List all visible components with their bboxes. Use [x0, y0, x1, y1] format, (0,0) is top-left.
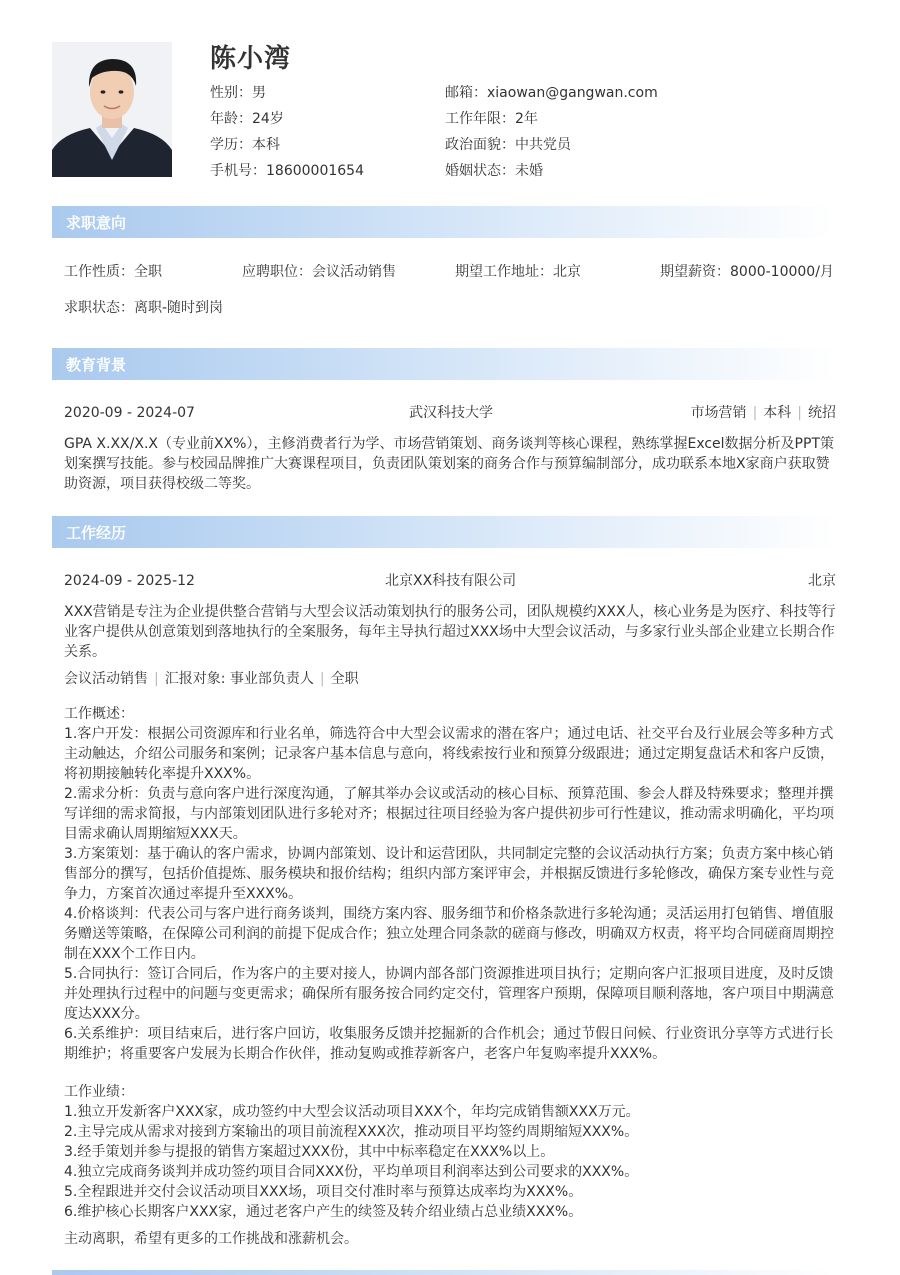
education-description-text: GPA X.XX/X.X（专业前XX%），主修消费者行为学、市场营销策划、商务谈判等核心课程，熟练掌握Excel数据分析及PPT策划案撰写技能。参与校园品牌推广大赛课程项目，负责团队策划案的商务合作与预算编制部分，成功联系本地X家商户获取赞助资源，项目获得校级二等奖。: [64, 436, 834, 492]
avatar: [52, 42, 172, 177]
intent-type-label: 工作性质：: [64, 264, 134, 280]
gender-label: 性别：: [210, 85, 252, 101]
intent-status-label: 求职状态：: [64, 300, 134, 316]
phone-row: [210, 161, 364, 181]
intent-position: [242, 262, 396, 282]
phone-label: 手机号：: [210, 163, 266, 179]
intent-position-label: 应聘职位：: [242, 264, 312, 280]
work-achievement-item: 2.主导完成从需求对接到方案输出的项目前流程XXX次，推动项目平均签约周期缩短XXX%。: [64, 1124, 639, 1140]
work-company-intro: [64, 602, 836, 662]
intent-status: [64, 298, 223, 318]
work-overview-title: 工作概述：: [64, 706, 134, 722]
intent-salary-label: 期望薪资：: [660, 264, 730, 280]
education-degree: 本科: [763, 405, 792, 421]
education-row: [210, 135, 280, 155]
work-years-row: [445, 109, 538, 129]
work-years-value: 2年: [515, 111, 538, 127]
work-company: 北京XX科技有限公司: [385, 573, 517, 589]
education-description: [64, 434, 836, 494]
work-achievement-item: 6.维护核心长期客户XXX家，通过老客户产生的续签及转介绍业绩占总业绩XXX%。: [64, 1204, 583, 1220]
intent-city: [455, 262, 581, 282]
work-years-label: 工作年限：: [445, 111, 515, 127]
email-label: 邮箱：: [445, 85, 487, 101]
section-title: 工作经历: [66, 524, 127, 542]
section-title: 教育背景: [66, 356, 127, 374]
intent-salary-value: 8000-10000/月: [730, 264, 834, 280]
politics-row: [445, 135, 571, 155]
work-role: 会议活动销售: [64, 671, 148, 687]
work-achievement-item: 1.独立开发新客户XXX家，成功签约中大型会议活动项目XXX个，年均完成销售额XXX万元。: [64, 1104, 640, 1120]
work-overview-item: 6.关系维护：项目结束后，进行客户回访，收集服务反馈并挖掘新的合作机会；通过节假日问候、行业资讯分享等方式进行长期维护；将重要客户发展为长期合作伙伴，推动复购或推荐新客户，老客户年复购率提升XXX%。: [64, 1026, 834, 1062]
gender-row: [210, 83, 266, 103]
intent-status-value: 离职-随时到岗: [134, 300, 224, 316]
candidate-name: 陈小湾: [210, 44, 292, 74]
age-row: [210, 109, 284, 129]
work-achievements: [64, 1082, 836, 1222]
work-overview-item: 1.客户开发：根据公司资源库和行业名单，筛选符合中大型会议需求的潜在客户；通过电话、社交平台及行业展会等多种方式主动触达，介绍公司服务和案例；记录客户基本信息与意向，将线索按行业和预算分级跟进；通过定期复盘话术和客户反馈，将初期接触转化率提升XXX%。: [64, 726, 834, 782]
email-row: [445, 83, 658, 103]
education-type: 统招: [808, 405, 836, 421]
education-label: 学历：: [210, 137, 252, 153]
work-company-intro-text: XXX营销是专注为企业提供整合营销与大型会议活动策划执行的服务公司，团队规模约XXX人，核心业务是为医疗、科技等行业客户提供从创意策划到落地执行的全案服务，每年主导执行超过XXX场中大型会议活动，与多家行业头部企业建立长期合作关系。: [64, 604, 836, 660]
age-value: 24岁: [252, 111, 284, 127]
section-header-education: [52, 348, 836, 380]
email-value[interactable]: xiaowan@gangwan.com: [487, 85, 658, 101]
work-report: 汇报对象: 事业部负责人: [164, 671, 314, 687]
divider: |: [154, 671, 159, 687]
work-leave-reason: 主动离职，希望有更多的工作挑战和涨薪机会。: [64, 1231, 358, 1247]
work-overview: [64, 704, 836, 1064]
next-section-header: [52, 1270, 836, 1275]
phone-value[interactable]: 18600001654: [266, 163, 364, 179]
divider: |: [752, 405, 758, 421]
divider: |: [319, 671, 325, 687]
work-achievements-title: 工作业绩：: [64, 1084, 134, 1100]
section-title: 求职意向: [66, 214, 127, 232]
age-label: 年龄：: [210, 111, 252, 127]
intent-salary: [660, 262, 834, 282]
work-achievement-item: 5.全程跟进并交付会议活动项目XXX场，项目交付准时率与预算达成率均为XXX%。: [64, 1184, 583, 1200]
work-overview-item: 2.需求分析：负责与意向客户进行深度沟通，了解其举办会议或活动的核心目标、预算范围、参会人群及特殊要求；整理并撰写详细的需求简报，与内部策划团队进行多轮对齐；根据过往项目经验为客户提供初步可行性建议，推动需求明确化，平均项目需求确认周期缩短XXX天。: [64, 786, 834, 842]
marital-label: 婚姻状态：: [445, 163, 515, 179]
work-type: 全职: [330, 671, 359, 687]
intent-city-label: 期望工作地址：: [455, 264, 553, 280]
work-overview-item: 4.价格谈判：代表公司与客户进行商务谈判，围绕方案内容、服务细节和价格条款进行多轮沟通；灵活运用打包销售、增值服务赠送等策略，在保障公司利润的前提下促成合作；独立处理合同条款的磋商与修改，明确双方权责，将平均合同磋商周期控制在XXX个工作日内。: [64, 906, 834, 962]
education-period: 2020-09 - 2024-07: [64, 405, 195, 421]
education-major: 市场营销: [690, 405, 747, 421]
person-photo-icon: [52, 42, 172, 177]
section-header-work: [52, 516, 836, 548]
work-overview-item: 3.方案策划：基于确认的客户需求，协调内部策划、设计和运营团队，共同制定完整的会议活动执行方案；负责方案中核心销售部分的撰写，包括价值提炼、服务模块和报价结构；组织内部方案评审会，并根据反馈进行多轮修改，确保方案专业性与竞争力，方案首次通过率提升至XXX%。: [64, 846, 834, 902]
gender-value: 男: [252, 85, 266, 101]
work-meta: [64, 669, 359, 689]
work-achievement-item: 3.经手策划并参与提报的销售方案超过XXX份，其中中标率稳定在XXX%以上。: [64, 1144, 555, 1160]
intent-city-value: 北京: [553, 264, 581, 280]
education-value: 本科: [252, 137, 280, 153]
intent-position-value: 会议活动销售: [312, 264, 396, 280]
intent-type-value: 全职: [134, 264, 162, 280]
marital-value: 未婚: [515, 163, 543, 179]
work-overview-item: 5.合同执行：签订合同后，作为客户的主要对接人，协调内部各部门资源推进项目执行；定期向客户汇报项目进度，及时反馈并处理执行过程中的问题与变更需求；确保所有服务按合同约定交付，管理客户预期，保障项目顺利落地，客户项目中期满意度达XXX分。: [64, 966, 834, 1022]
work-city: 北京: [808, 573, 836, 589]
education-meta: [600, 403, 836, 423]
politics-label: 政治面貌：: [445, 137, 515, 153]
divider: |: [797, 405, 802, 421]
intent-type: [64, 262, 162, 282]
work-achievement-item: 4.独立完成商务谈判并成功签约项目合同XXX份，平均单项目利润率达到公司要求的XXX%。: [64, 1164, 639, 1180]
work-period: 2024-09 - 2025-12: [64, 573, 195, 589]
marital-row: [445, 161, 543, 181]
section-header-intent: [52, 206, 836, 238]
education-school: 武汉科技大学: [409, 405, 493, 421]
politics-value: 中共党员: [515, 137, 571, 153]
